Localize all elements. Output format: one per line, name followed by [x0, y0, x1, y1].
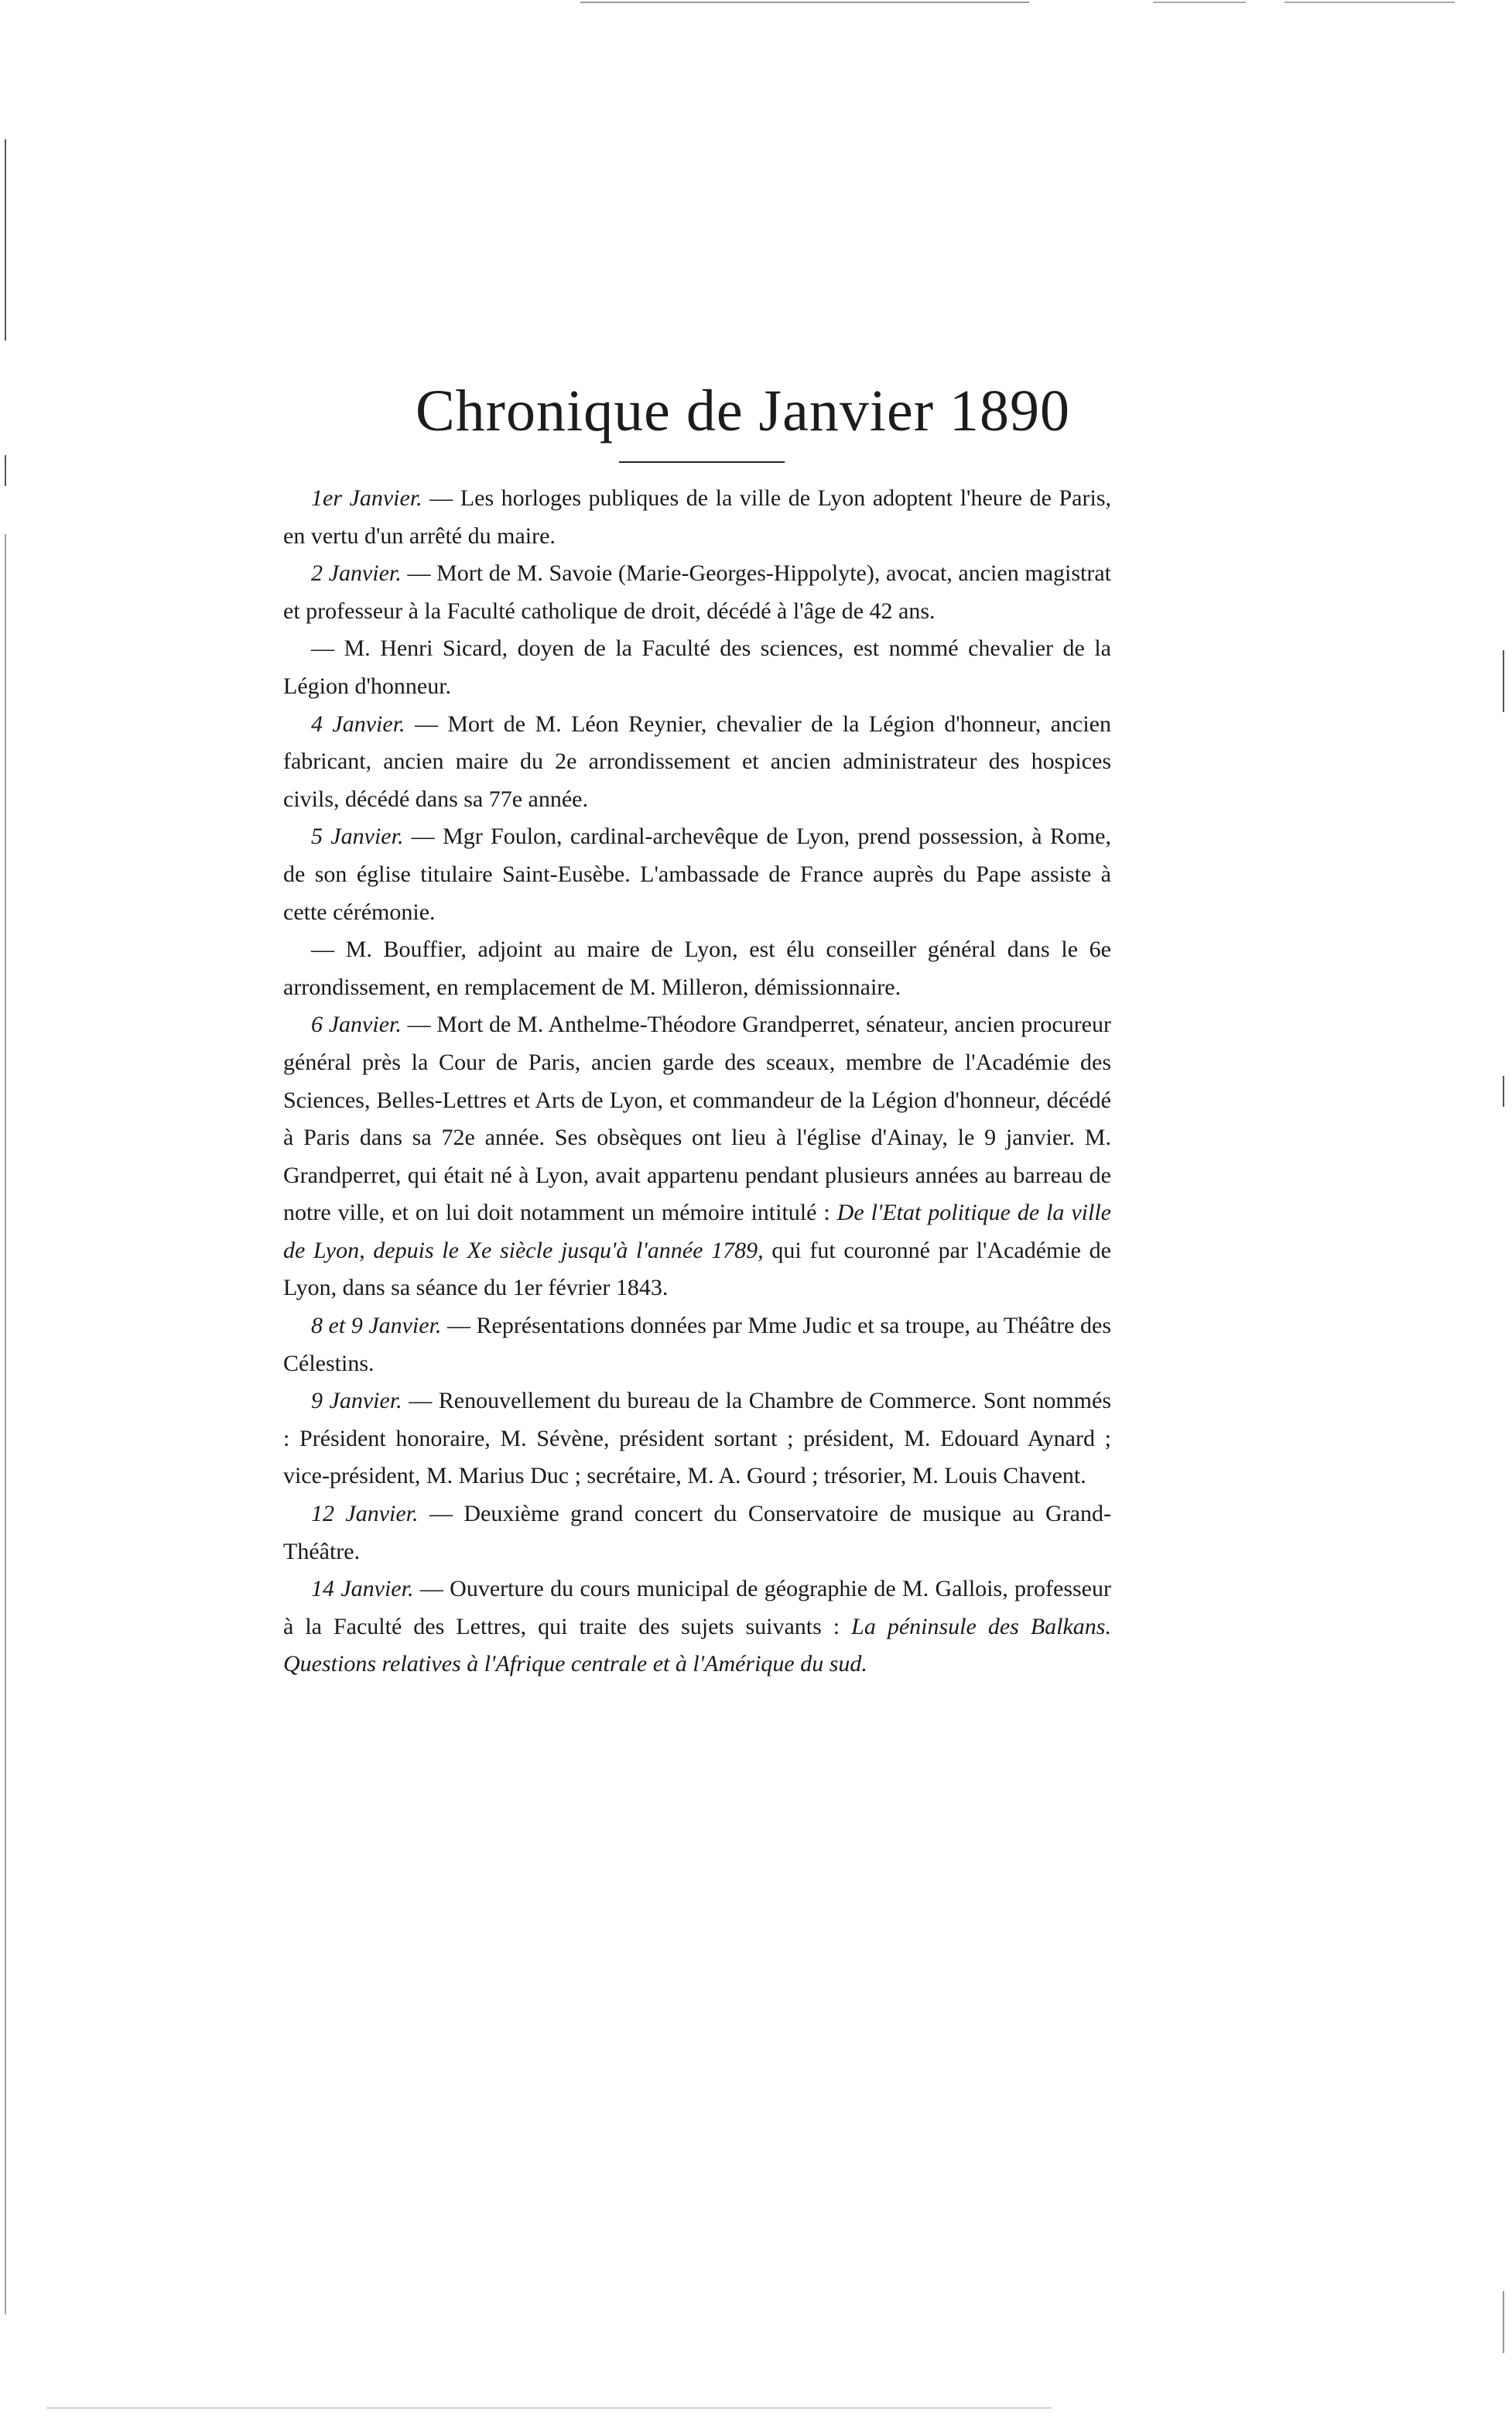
- entry-2-janvier-sicard: [283, 630, 1111, 705]
- scan-edge-top: [1153, 2, 1246, 3]
- entry-6-janvier: [283, 1006, 1111, 1307]
- entry-text: — Mort de M. Léon Reynier, chevalier de la Légion d'honneur, ancien fabricant, ancien maire du 2e arrondissement et ancien administrateur des hospices civils, décédé dans sa 77e année.: [283, 711, 1111, 812]
- entry-5-janvier: [283, 818, 1111, 931]
- entry-text: — Ouverture du cours municipal de géographie de M. Gallois, professeur à la Faculté des Lettres, qui traite des sujets suivants :: [283, 1576, 1111, 1639]
- entry-date: 4 Janvier.: [311, 711, 405, 737]
- entry-date: 9 Janvier.: [311, 1388, 402, 1414]
- scan-edge-right: [1503, 650, 1504, 712]
- entry-text: — Mgr Foulon, cardinal-archevêque de Lyon, prend possession, à Rome, de son église titulaire Saint-Eusèbe. L'ambassade de France auprès du Pape assiste à cette cérémonie.: [283, 824, 1112, 925]
- entry-8-9-janvier: [283, 1307, 1111, 1382]
- page-title: Chronique de Janvier 1890: [415, 378, 1071, 444]
- entry-text: — Les horloges publiques de la ville de Lyon adoptent l'heure de Paris, en vertu d'un arrêté du maire.: [283, 485, 1111, 549]
- scan-edge-right: [1503, 2291, 1504, 2353]
- chronicle-body: [283, 480, 1111, 1683]
- entry-text-after: qui fut couronné par l'Académie de Lyon, dans sa séance du 1er février 1843.: [283, 1237, 1111, 1301]
- entry-text: — Mort de M. Savoie (Marie-Georges-Hippolyte), avocat, ancien magistrat et professeur à la Faculté catholique de droit, décédé à l'âge de 42 ans.: [283, 560, 1111, 624]
- entry-italic-title: De l'Etat politique de la ville de Lyon, depuis le Xe siècle jusqu'à l'année 1789,: [283, 1200, 1111, 1263]
- entry-text: — Représentations données par Mme Judic et sa troupe, au Théâtre des Célestins.: [283, 1313, 1111, 1376]
- entry-1-janvier: [283, 480, 1111, 555]
- title-divider: [619, 461, 785, 463]
- scan-edge-top: [580, 2, 1029, 3]
- entry-text: — Deuxième grand concert du Conservatoire de musique au Grand-Théâtre.: [283, 1501, 1111, 1564]
- entry-5-janvier-bouffier: [283, 931, 1111, 1006]
- entry-date: 1er Janvier.: [311, 485, 422, 511]
- entry-date: 2 Janvier.: [311, 560, 402, 587]
- entry-2-janvier: [283, 555, 1111, 630]
- entry-text: — Mort de M. Anthelme-Théodore Grandperret, sénateur, ancien procureur général près la Cour de Paris, ancien garde des sceaux, membre de l'Académie des Sciences, Belles-Lettres et Arts de Lyon, et commandeur de la Légion d'honneur, décédé à Paris dans sa 72e année. Ses obsèques ont lieu à l'église d'Ainay, le 9 janvier. M. Grandperret, qui était né à Lyon, avait appartenu pendant plusieurs années au barreau de notre ville, et on lui doit notamment un mémoire intitulé :: [283, 1012, 1111, 1226]
- entry-date: 14 Janvier.: [311, 1576, 414, 1602]
- entry-text: — M. Bouffier, adjoint au maire de Lyon, est élu conseiller général dans le 6e arrondissement, en remplacement de M. Milleron, démissionnaire.: [283, 937, 1111, 1000]
- scan-edge-right: [1503, 1076, 1504, 1107]
- scan-edge-left: [5, 455, 6, 486]
- entry-date: 8 et 9 Janvier.: [311, 1313, 442, 1339]
- entry-date: 12 Janvier.: [311, 1501, 419, 1527]
- entry-9-janvier: [283, 1382, 1111, 1495]
- entry-date: 5 Janvier.: [311, 824, 404, 850]
- entry-12-janvier: [283, 1495, 1111, 1570]
- entry-text: — M. Henri Sicard, doyen de la Faculté des sciences, est nommé chevalier de la Légion d'honneur.: [283, 635, 1111, 699]
- entry-italic-subjects: La péninsule des Balkans. Questions relatives à l'Afrique centrale et à l'Amérique du sud.: [283, 1613, 1111, 1677]
- scan-edge-left: [5, 534, 6, 2314]
- entry-14-janvier: [283, 1570, 1111, 1683]
- scan-edge-bottom: [46, 2407, 1052, 2409]
- entry-date: 6 Janvier.: [311, 1012, 402, 1038]
- scan-edge-top: [1285, 2, 1455, 3]
- entry-text: — Renouvellement du bureau de la Chambre de Commerce. Sont nommés : Président honoraire, M. Sévène, président sortant ; président, M. Edouard Aynard ; vice-président, M. Marius Duc ; secrétaire, M. A. Gourd ; trésorier, M. Louis Chavent.: [283, 1388, 1111, 1489]
- scan-edge-left: [5, 139, 6, 341]
- entry-4-janvier: [283, 706, 1111, 819]
